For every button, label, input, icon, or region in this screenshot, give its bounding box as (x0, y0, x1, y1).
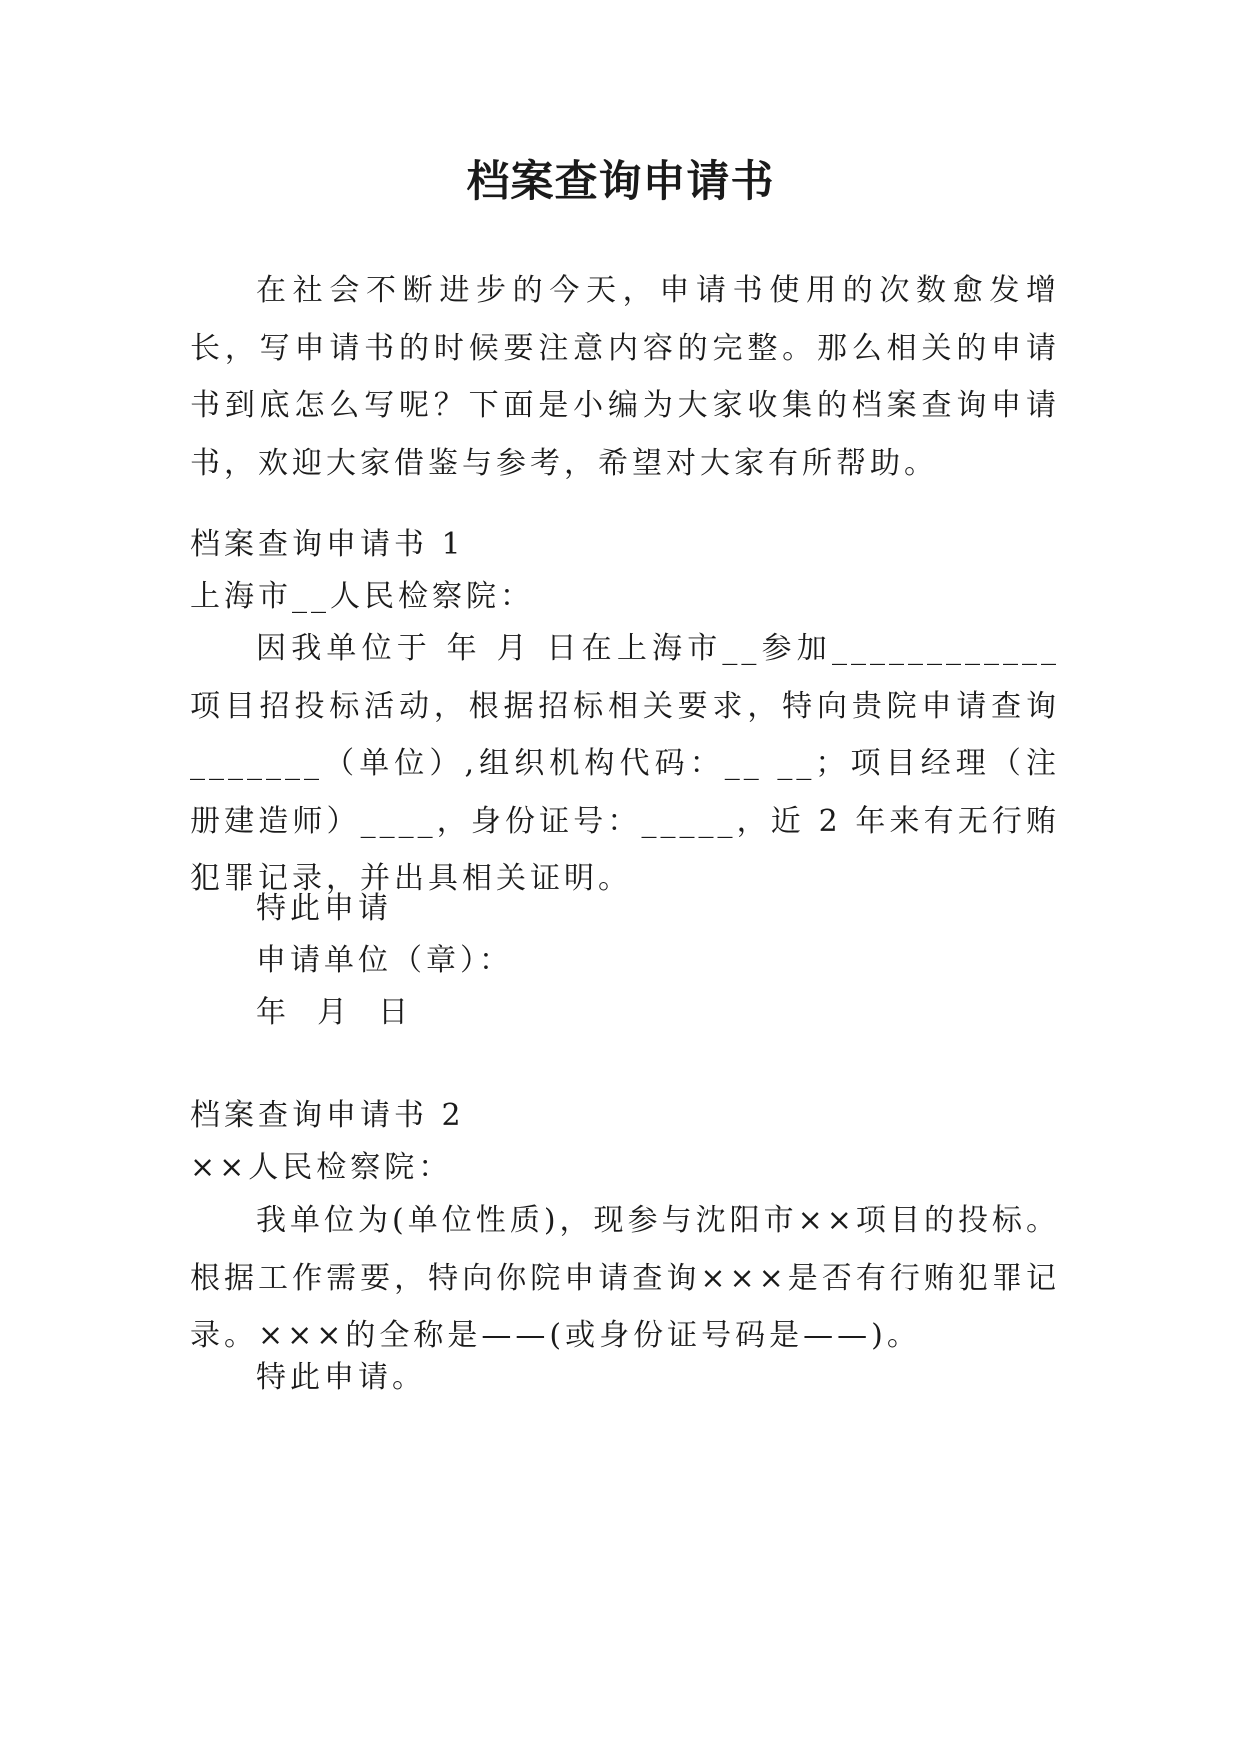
section1-date: 年 月 日 (256, 995, 413, 1030)
section1-heading: 档案查询申请书 1 (190, 527, 465, 562)
section2-closing: 特此申请。 (256, 1360, 426, 1395)
section1-closing: 特此申请 (256, 891, 392, 926)
section2-body: 我单位为(单位性质)，现参与沈阳市××项目的投标。根据工作需要，特向你院申请查询×××是否有行贿犯罪记录。×××的全称是——(或身份证号码是——)。 (190, 1203, 1060, 1353)
document-title: 档案查询申请书 (466, 157, 775, 207)
section1-body: 因我单位于 年 月 日在上海市__参加____________ 项目招投标活动，根据招标相关要求，特向贵院申请查询_______（单位）,组织机构代码：__ __；项目经理（注册建造师）____，身份证号：_____，近 2 年来有无行贿犯罪记录，并出具相关证明。 (190, 631, 1060, 896)
section1-addressee: 上海市__人民检察院： (190, 579, 534, 614)
section2-addressee: ××人民检察院： (190, 1150, 453, 1185)
section2-heading: 档案查询申请书 2 (190, 1098, 465, 1133)
intro-paragraph: 在社会不断进步的今天，申请书使用的次数愈发增长，写申请书的时候要注意内容的完整。那么相关的申请书到底怎么写呢？下面是小编为大家收集的档案查询申请书，欢迎大家借鉴与参考，希望对大家有所帮助。 (190, 273, 1060, 481)
section1-applicant: 申请单位（章）： (256, 943, 513, 978)
